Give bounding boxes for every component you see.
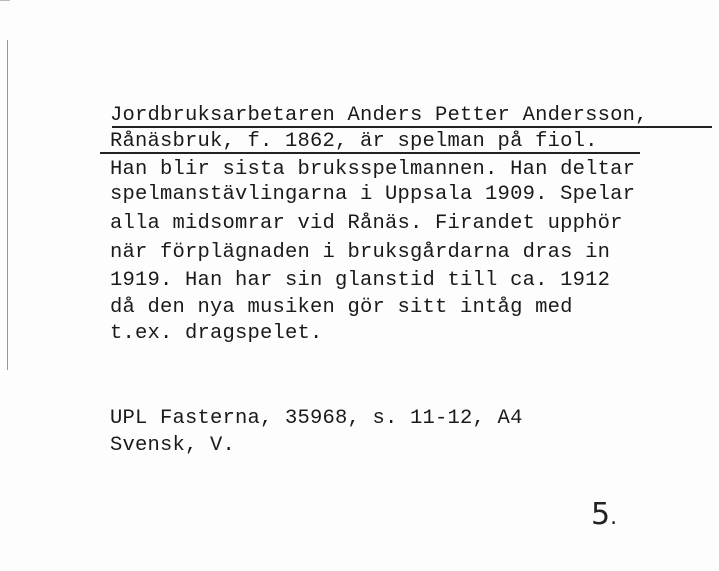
card-left-edge — [7, 40, 8, 370]
body-line-2: Rånäsbruk, f. 1862, är spelman på fiol. — [110, 130, 598, 153]
body-line-6: när förplägnaden i bruksgårdarna dras in — [110, 241, 611, 264]
source-line-1: UPL Fasterna, 35968, s. 11-12, A4 — [110, 407, 523, 430]
page-number-digit: 5 — [591, 497, 611, 532]
body-line-9: t.ex. dragspelet. — [110, 322, 323, 345]
body-line-8: då den nya musiken gör sitt intåg med — [110, 296, 573, 319]
body-line-7: 1919. Han har sin glanstid till ca. 1912 — [110, 269, 611, 292]
page-number-dot: . — [610, 505, 618, 530]
body-line-1: Jordbruksarbetaren Anders Petter Andersson, — [110, 104, 648, 127]
body-line-3: Han blir sista bruksspelmannen. Han deltar — [110, 158, 636, 181]
source-line-2: Svensk, V. — [110, 434, 236, 457]
body-line-4: spelmanstävlingarna i Uppsala 1909. Spelar — [110, 183, 636, 206]
body-line-5: alla midsomrar vid Rånäs. Firandet upphör — [110, 212, 623, 235]
page-number — [591, 498, 617, 535]
card-edge-mark — [0, 0, 10, 1]
